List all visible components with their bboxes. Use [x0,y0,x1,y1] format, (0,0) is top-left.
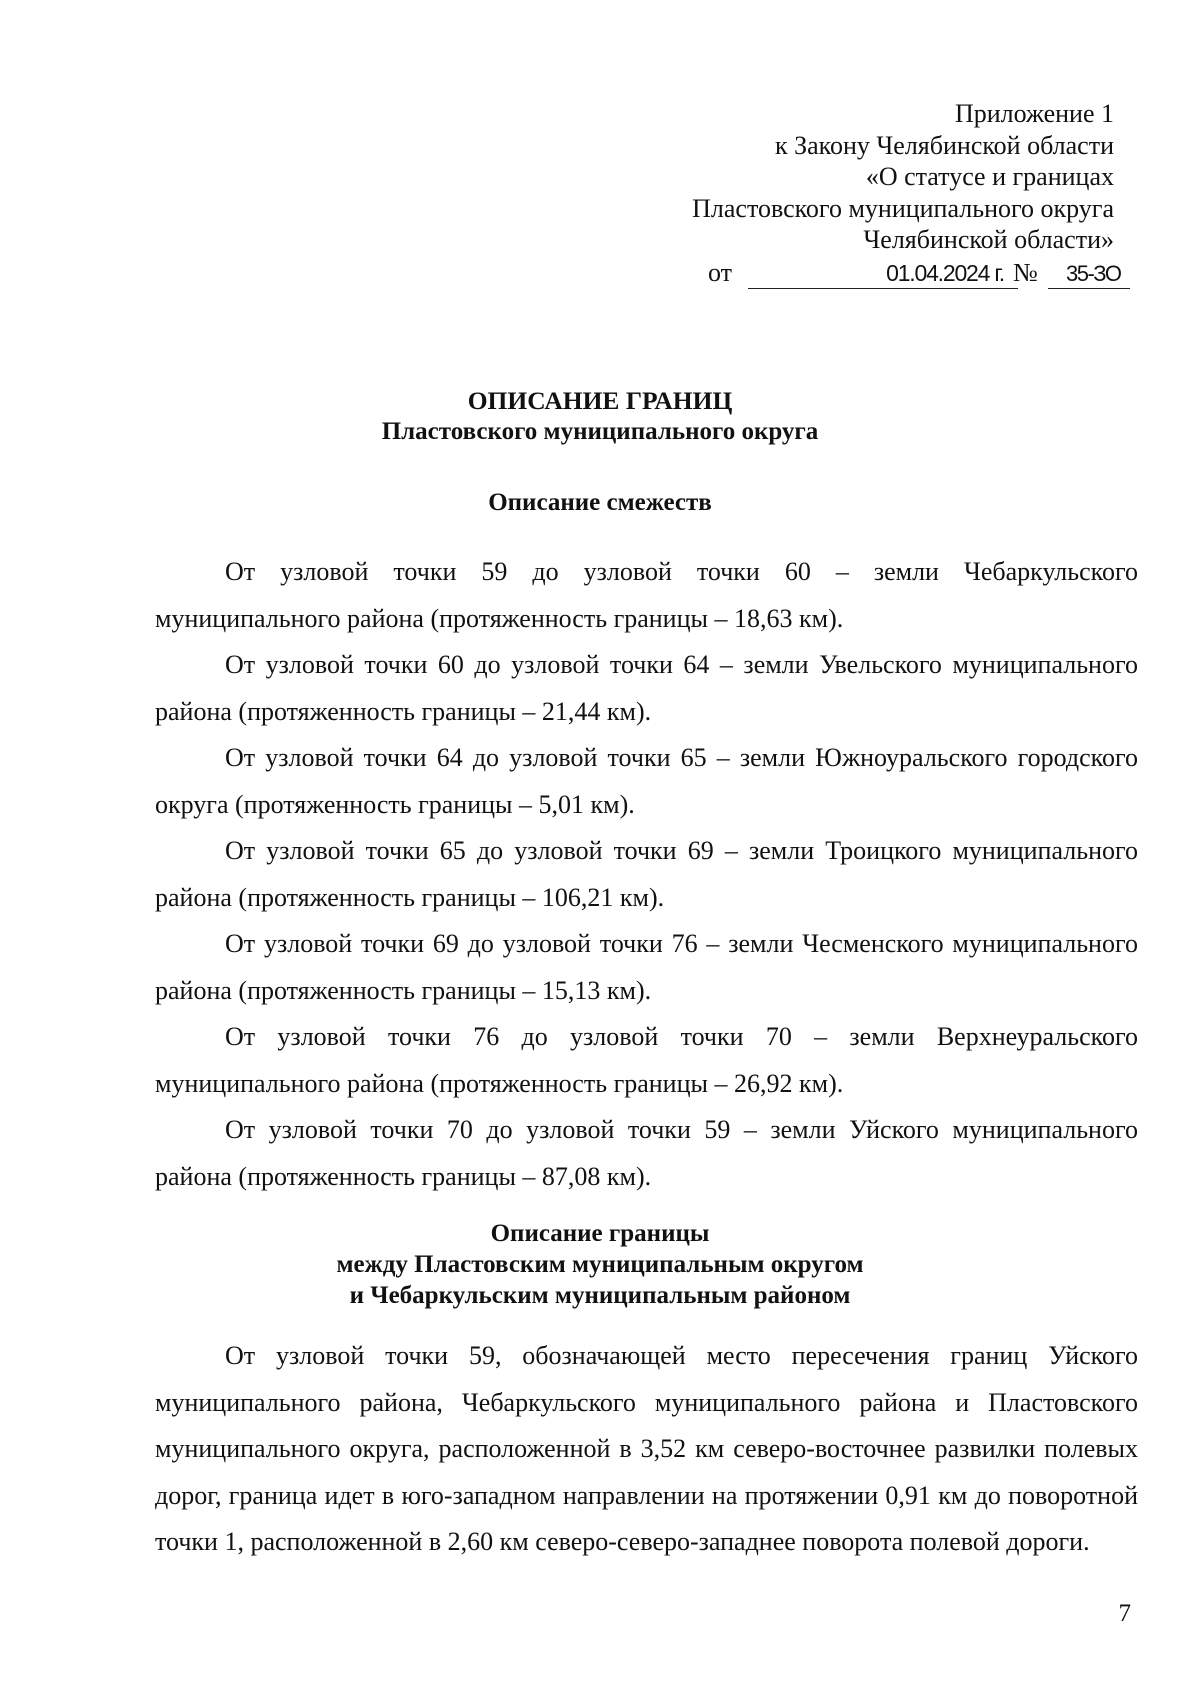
law-date-field [748,258,1018,289]
page-number: 7 [1118,1600,1131,1627]
border-description [155,1333,1138,1566]
adjacency-paragraph: От узловой точки 76 до узловой точки 70 – земли Верхнеуральского муниципального района (протяженность границы – 26,92 км). [155,1022,1138,1098]
adjacency-paragraph: От узловой точки 60 до узловой точки 64 – земли Увельского муниципального района (протяженность границы – 21,44 км). [155,650,1138,726]
document-subtitle: Пластовского муниципального округа [381,418,819,445]
appendix-block [692,98,1114,256]
from-label: от [708,258,733,287]
appendix-line: Пластовского муниципального округа [692,193,1114,223]
adjacency-paragraph: От узловой точки 70 до узловой точки 59 – земли Уйского муниципального района (протяженность границы – 87,08 км). [155,1115,1138,1191]
law-date: 01.04.2024 г. [886,260,1004,286]
document-title: ОПИСАНИЕ ГРАНИЦ [467,386,733,415]
adjacency-paragraph: От узловой точки 64 до узловой точки 65 – земли Южноуральского городского округа (протяженность границы – 5,01 км). [155,743,1138,819]
adjacency-paragraph: От узловой точки 65 до узловой точки 69 – земли Троицкого муниципального района (протяженность границы – 106,21 км). [155,836,1138,912]
adjacency-list [155,549,1138,1200]
law-date-number-line [708,258,1138,290]
adjacency-heading: Описание смежеств [488,489,712,516]
border-paragraph: От узловой точки 59, обозначающей место пересечения границ Уйского муниципального района, Чебаркульского муниципального района и Пластовского муниципального округа, расположенной в 3,52 км северо-восточнее развилки полевых дорог, граница идет в юго-западном направлении на протяжении 0,91 км до поворотной точки 1, расположенной в 2,60 км северо-северо-западнее поворота полевой дороги. [155,1341,1138,1556]
appendix-line: Челябинской области» [863,225,1114,254]
number-label: № [1013,258,1038,287]
appendix-line: к Закону Челябинской области [774,130,1114,160]
appendix-line: Приложение 1 [954,99,1114,128]
adjacency-paragraph: От узловой точки 59 до узловой точки 60 – земли Чебаркульского муниципального района (протяженность границы – 18,63 км). [155,557,1138,633]
appendix-line: «О статусе и границах [865,162,1114,191]
border-heading-line: и Чебаркульским муниципальным районом [349,1282,851,1309]
border-heading [0,1218,1200,1311]
border-heading-line: Описание границы [490,1220,710,1247]
border-heading-line: между Пластовским муниципальным округом [336,1251,864,1278]
adjacency-paragraph: От узловой точки 69 до узловой точки 76 – земли Чесменского муниципального района (протяженность границы – 15,13 км). [155,929,1138,1005]
law-number-field [1048,258,1130,289]
law-number: 35-ЗО [1066,261,1121,286]
